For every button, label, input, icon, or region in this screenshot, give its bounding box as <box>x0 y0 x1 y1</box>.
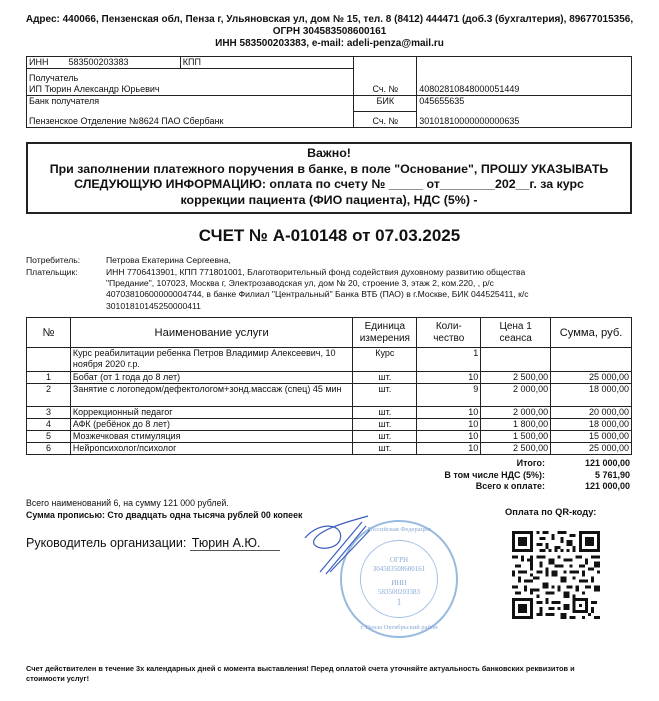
consumer-label: Потребитель: <box>26 255 81 265</box>
bank-value: Пензенское Отделение №8624 ПАО Сбербанк <box>27 112 354 128</box>
bank-details-table <box>26 56 632 128</box>
inn-label: ИНН <box>29 57 49 67</box>
table-row <box>27 372 632 384</box>
stamp-ogrn-value: 304583508600161 <box>372 565 426 573</box>
supplier-inn-email: ИНН 583500203383, e-mail: adeli-penza@mail.ru <box>215 38 444 49</box>
vat-value: 5 761,90 <box>594 469 630 480</box>
cell-qty: 1 <box>417 348 481 372</box>
kpp-cell <box>180 57 354 69</box>
important-notice <box>26 142 632 214</box>
cell-num: 3 <box>27 407 71 419</box>
cell-price: 2 500,00 <box>481 372 551 384</box>
col-header-name: Наименование услуги <box>70 318 352 348</box>
cell-num: 5 <box>27 431 71 443</box>
course-row <box>27 348 632 372</box>
col-header-qty-line2: чество <box>433 332 465 344</box>
cell-name: Курс реабилитации ребенка Петров Владимир Алексеевич, 10 ноября 2020 г.р. <box>70 348 352 372</box>
stamp-ring-bottom: г. Пенза Октябрьский район <box>360 624 438 631</box>
vat-label: В том числе НДС (5%): <box>444 469 545 480</box>
account-label: Сч. № <box>354 57 417 96</box>
services-table <box>26 317 632 455</box>
bik-value: 045655635 <box>417 96 632 112</box>
cell-price: 2 500,00 <box>481 443 551 455</box>
due-row <box>380 481 630 493</box>
qr-label: Оплата по QR-коду: <box>505 507 597 517</box>
corr-account-value: 30101810000000000635 <box>417 112 632 128</box>
supplier-ogrn: ОГРН 304583508600161 <box>272 26 387 37</box>
col-header-unit-line2: измерения <box>359 332 410 344</box>
totals-block <box>380 458 630 493</box>
cell-price: 1 500,00 <box>481 431 551 443</box>
payer-line: "Предание", 107023, Москва г, Электрозаводская ул, дом № 20, строение 3, этаж 2, ком.220, , р/с <box>106 278 494 289</box>
cell-price: 2 000,00 <box>481 407 551 419</box>
signature-scribble-icon <box>300 510 380 580</box>
col-header-unit <box>353 318 417 348</box>
col-header-unit-line1: Единица <box>364 320 406 332</box>
validity-notice <box>26 664 646 684</box>
cell-sum: 15 000,00 <box>551 431 632 443</box>
due-label: Всего к оплате: <box>475 481 545 491</box>
table-row <box>27 384 632 407</box>
cell-price: 2 000,00 <box>481 384 551 407</box>
cell-num: 2 <box>27 384 71 407</box>
cell-unit: шт. <box>353 384 417 407</box>
cell-unit: шт. <box>353 407 417 419</box>
total-label: Итого: <box>516 458 545 468</box>
payer-value <box>106 267 606 312</box>
cell-sum: 25 000,00 <box>551 443 632 455</box>
payer-line: 30101810145250000411 <box>106 300 201 311</box>
consumer-value: Петрова Екатерина Сергеевна, <box>106 255 231 265</box>
table-row <box>27 443 632 455</box>
bik-label: БИК <box>354 96 417 112</box>
cell-unit: шт. <box>353 431 417 443</box>
notice-line-1: При заполнении платежного поручения в банке, в поле "Основание", ПРОШУ УКАЗЫВАТЬ <box>49 161 609 176</box>
signature-label: Руководитель организации: <box>26 536 187 550</box>
cell-name: Бобат (от 1 года до 8 лет) <box>70 372 352 384</box>
validity-notice-line-1: Счет действителен в течение 3х календарных дней с момента выставления! Перед оплатой счета уточняйте актуальность банковских реквизитов и <box>26 664 575 673</box>
inn-cell <box>27 57 181 69</box>
summary-block <box>26 497 302 521</box>
due-value: 121 000,00 <box>584 481 630 491</box>
cell-sum: 20 000,00 <box>551 407 632 419</box>
validity-notice-line-2: стоимости услуг! <box>26 674 90 683</box>
recipient-cell <box>27 69 354 96</box>
cell-num: 6 <box>27 443 71 455</box>
recipient-value: ИП Тюрин Александр Юрьевич <box>29 84 160 94</box>
corr-account-label: Сч. № <box>354 112 417 128</box>
col-header-price-line1: Цена 1 <box>499 320 532 332</box>
cell-unit: Курс <box>353 348 417 372</box>
payer-label: Плательщик: <box>26 267 78 277</box>
cell-qty: 10 <box>417 372 481 384</box>
cell-num: 4 <box>27 419 71 431</box>
stamp-inn-value: 583500203383 <box>378 588 420 596</box>
cell-num <box>27 348 71 372</box>
stamp-ogrn-label: ОГРН <box>389 556 409 564</box>
cell-unit: шт. <box>353 419 417 431</box>
table-row <box>27 431 632 443</box>
cell-name: Занятие с логопедом/дефектологом+зонд.массаж (спец) 45 мин <box>70 384 352 407</box>
signature-line <box>26 536 280 551</box>
table-row <box>27 419 632 431</box>
col-header-price-line2: сеанса <box>499 332 532 344</box>
cell-qty: 10 <box>417 431 481 443</box>
cell-price: 1 800,00 <box>481 419 551 431</box>
payment-qr-code-icon[interactable] <box>512 530 600 620</box>
cell-num: 1 <box>27 372 71 384</box>
stamp-ring-top: Российская Федерация <box>367 526 431 533</box>
recipient-label: Получатель <box>29 73 79 83</box>
cell-sum <box>551 348 632 372</box>
sum-in-words: Сумма прописью: Сто двадцать одна тысяча рублей 00 копеек <box>26 510 303 520</box>
total-value: 121 000,00 <box>584 458 630 468</box>
inn-value: 583500203383 <box>68 57 129 67</box>
kpp-label: КПП <box>182 57 201 67</box>
cell-qty: 10 <box>417 407 481 419</box>
total-row <box>380 458 630 470</box>
col-header-qty-line1: Коли- <box>435 320 462 332</box>
stamp-inn-label: ИНН <box>391 579 407 587</box>
cell-qty: 10 <box>417 443 481 455</box>
payer-line: ИНН 7706413901, КПП 771801001, Благотворительный фонд содействия духовному развитию общества <box>106 267 526 277</box>
cell-name: Нейропсихолог/психолог <box>70 443 352 455</box>
invoice-title: СЧЕТ № А-010148 от 07.03.2025 <box>198 226 461 245</box>
cell-name: АФК (ребёнок до 8 лет) <box>70 419 352 431</box>
bank-label: Банк получателя <box>27 96 354 112</box>
stamp-number: 1 <box>396 597 402 607</box>
col-header-sum: Сумма, руб. <box>551 318 632 348</box>
cell-qty: 9 <box>417 384 481 407</box>
cell-name: Коррекционный педагог <box>70 407 352 419</box>
cell-unit: шт. <box>353 372 417 384</box>
cell-name: Мозжечковая стимуляция <box>70 431 352 443</box>
cell-sum: 25 000,00 <box>551 372 632 384</box>
supplier-address: Адрес: 440066, Пензенская обл, Пенза г, Ульяновская ул, дом № 15, тел. 8 (8412) 444471 (доб.3 (бухгалтерия), 89677015356, <box>25 14 634 25</box>
notice-line-2: СЛЕДУЮЩУЮ ИНФОРМАЦИЮ: оплата по счету № _____ от________202__г. за курс <box>74 177 584 191</box>
col-header-num: № <box>27 318 71 348</box>
notice-line-3: коррекции пациента (ФИО пациента), НДС (5%) - <box>180 192 478 207</box>
col-header-price <box>481 318 551 348</box>
account-value: 40802810848000051449 <box>417 57 632 96</box>
notice-heading: Важно! <box>307 146 351 160</box>
vat-row <box>380 470 630 482</box>
col-header-qty <box>417 318 481 348</box>
cell-sum: 18 000,00 <box>551 384 632 407</box>
table-row <box>27 407 632 419</box>
cell-sum: 18 000,00 <box>551 419 632 431</box>
payer-line: 40703810600000004744, в банке Филиал "Центральный" Банка ВТБ (ПАО) в г.Москве, БИК 044525411, к/с <box>106 289 529 300</box>
cell-qty: 10 <box>417 419 481 431</box>
cell-unit: шт. <box>353 443 417 455</box>
cell-price <box>481 348 551 372</box>
items-count-line: Всего наименований 6, на сумму 121 000 рублей. <box>26 498 229 508</box>
signature-name: Тюрин А.Ю. <box>190 536 281 551</box>
